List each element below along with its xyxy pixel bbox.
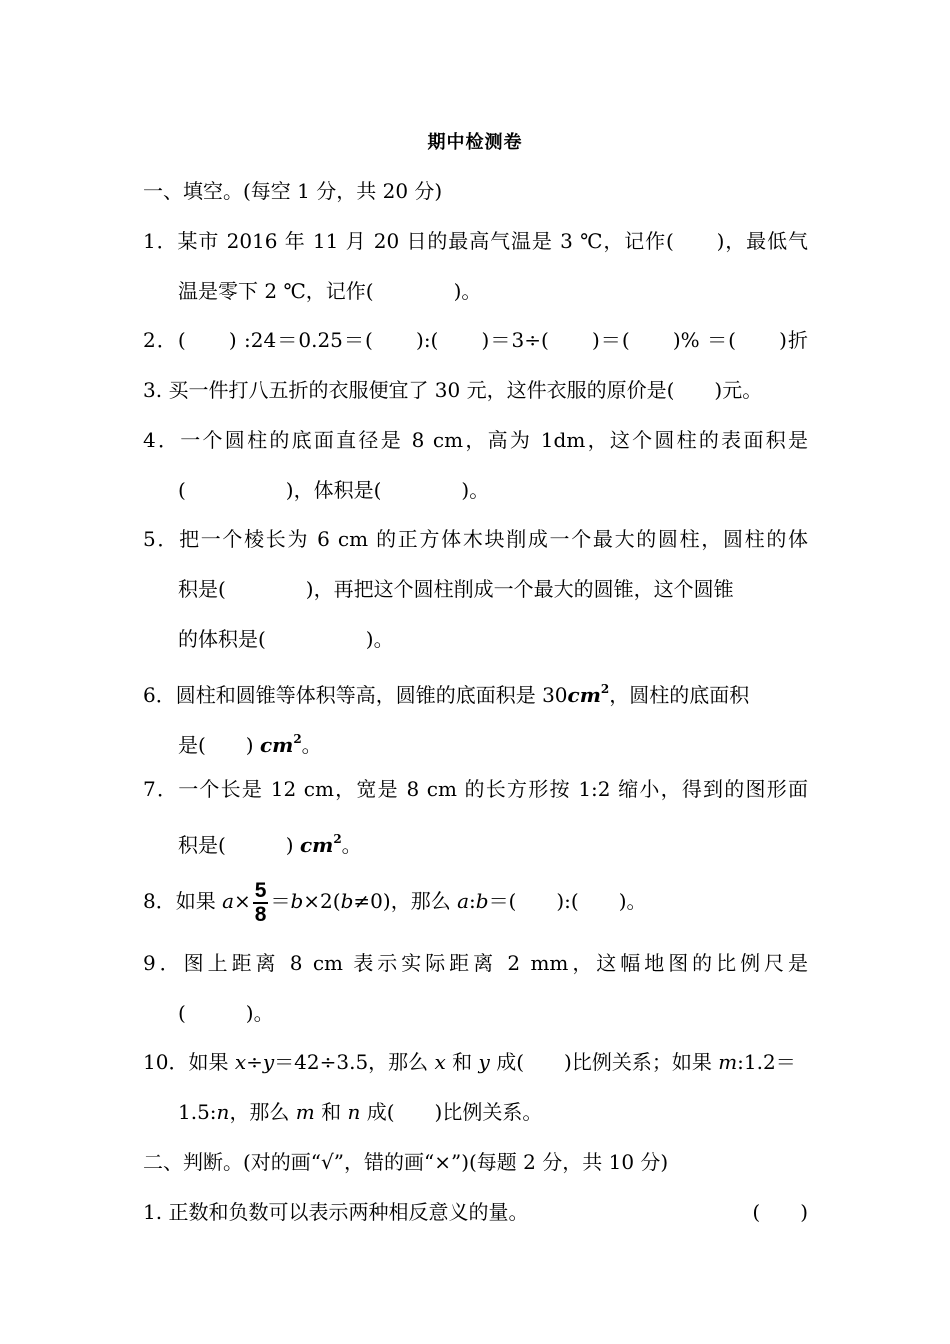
question-3-line-1: 3. 买一件打八五折的衣服便宜了 30 元，这件衣服的原价是( )元。 xyxy=(143,378,763,402)
question-6-line-2 xyxy=(178,724,843,760)
question-4-line-2: ( )，体积是( )。 xyxy=(178,478,490,502)
section-2-heading: 二、判断。(对的画“√”，错的画“×”)(每题 2 分，共 10 分) xyxy=(143,1150,669,1174)
section-1-heading: 一、填空。(每空 1 分，共 20 分) xyxy=(143,179,443,203)
question-6-line-1 xyxy=(143,674,808,710)
question-2-line-1: 2．( ) :24＝0.25＝( ):( )＝3÷( )＝( )% ＝( )折 xyxy=(143,328,808,352)
unit-cm: $cm^2$ xyxy=(567,682,610,707)
question-6-text-c: 是( ) xyxy=(178,733,260,757)
question-5-line-1: 5．把一个棱长为 6 cm 的正方体木块削成一个最大的圆柱，圆柱的体 xyxy=(143,527,808,551)
question-1-line-2: 温是零下 2 ℃，记作( )。 xyxy=(178,279,482,303)
page-title: 期中检测卷 xyxy=(427,132,523,153)
unit-cm: $cm^2$ xyxy=(259,732,302,757)
question-9-line-2: ( )。 xyxy=(178,1001,274,1025)
question-10-line-2: 1.5:n，那么 m 和 n 成( )比例关系。 xyxy=(178,1100,543,1124)
answer-blank: ( ) xyxy=(752,1200,808,1224)
question-6-text-a: 6．圆柱和圆锥等体积等高，圆锥的底面积是 30 xyxy=(143,683,568,707)
question-7-text-a: 积是( ) xyxy=(178,833,300,857)
question-6-text-b: ，圆柱的底面积 xyxy=(609,683,750,707)
question-10-line-1: 10．如果 x÷y＝42÷3.5，那么 x 和 y 成( )比例关系；如果 m:1.2＝ xyxy=(143,1050,796,1074)
question-1-line-1: 1．某市 2016 年 11 月 20 日的最高气温是 3 ℃，记作( )，最低气 xyxy=(143,229,808,253)
question-5-line-2: 积是( )，再把这个圆柱削成一个最大的圆锥，这个圆锥 xyxy=(178,577,734,601)
question-7-text-b: 。 xyxy=(341,833,362,857)
question-4-line-1: 4．一个圆柱的底面直径是 8 cm，高为 1dm，这个圆柱的表面积是 xyxy=(143,428,808,452)
unit-cm: $cm^2$ xyxy=(299,832,342,857)
judgment-question-1-text: 1. 正数和负数可以表示两种相反意义的量。 xyxy=(143,1200,529,1224)
question-5-line-3: 的体积是( )。 xyxy=(178,627,394,651)
question-6-text-d: 。 xyxy=(301,733,322,757)
question-8-line-1: 8．如果 a× $\frac{5}{8}$ ＝b×2(b≠0)，那么 a:b＝( ):( )。 xyxy=(143,878,647,926)
question-7-line-1: 7．一个长是 12 cm，宽是 8 cm 的长方形按 1:2 缩小，得到的图形面 xyxy=(143,777,808,801)
question-7-line-2 xyxy=(178,824,843,860)
fraction-five-eighths: $\frac{5}{8}$ xyxy=(254,878,267,926)
judgment-question-1 xyxy=(143,1197,808,1227)
question-9-line-1: 9．图上距离 8 cm 表示实际距离 2 mm，这幅地图的比例尺是 xyxy=(143,951,808,975)
